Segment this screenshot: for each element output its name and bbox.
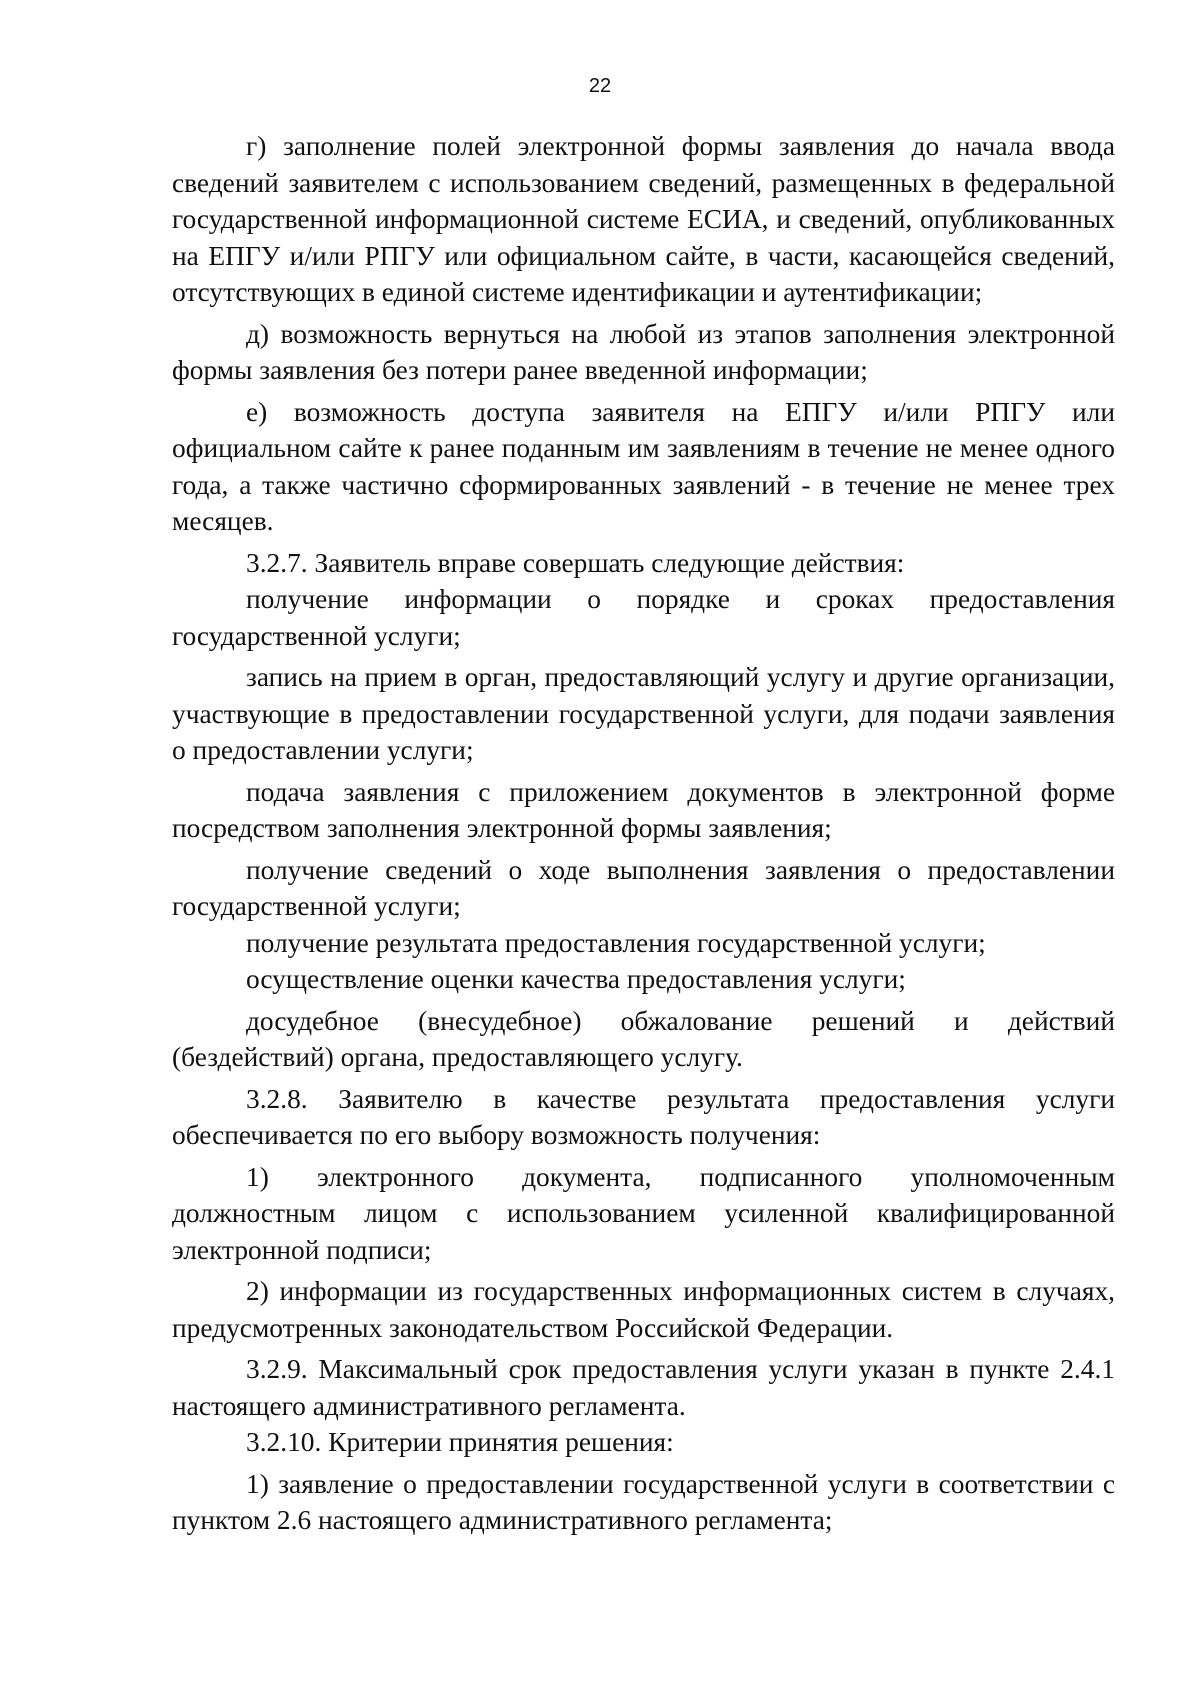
- paragraph-g-form-prefill: г) заполнение полей электронной формы заявления до начала ввода сведений заявителем с использованием сведений, размещенных в федеральной государственной информационной системе ЕСИА, и сведений, опубликованных на ЕПГУ и/или РПГУ или официальном сайте, в части, касающейся сведений, отсутствующих в единой системе идентификации и аутентификации;: [172, 131, 1115, 307]
- paragraph-e-access-applications: е) возможность доступа заявителя на ЕПГУ и/или РПГУ или официальном сайте к ранее поданным им заявлениям в течение не менее одного года, а также частично сформированных заявлений - в течение не менее трех месяцев.: [172, 396, 1115, 536]
- paragraph-quality-rating: осуществление оценки качества предоставления услуги;: [246, 964, 906, 994]
- paragraph-get-info: получение информации о порядке и сроках предоставления государственной услуги;: [172, 584, 1115, 651]
- page-number: 22: [588, 75, 612, 97]
- paragraph-get-result: получение результата предоставления государственной услуги;: [246, 927, 986, 958]
- document-body: [172, 128, 1115, 1539]
- paragraph-3-2-7-heading: 3.2.7. Заявитель вправе совершать следующие действия:: [246, 547, 905, 578]
- paragraph-info-from-systems: 2) информации из государственных информационных систем в случаях, предусмотренных законодательством Российской Федерации.: [172, 1276, 1115, 1343]
- paragraph-3-2-10-criteria: 3.2.10. Критерии принятия решения:: [246, 1427, 674, 1457]
- paragraph-appeal: досудебное (внесудебное) обжалование решений и действий (бездействий) органа, предоставляющего услугу.: [172, 1005, 1115, 1072]
- paragraph-3-2-9-max-term: 3.2.9. Максимальный срок предоставления услуги указан в пункте 2.4.1 настоящего административного регламента.: [172, 1354, 1115, 1421]
- paragraph-d-return-to-step: д) возможность вернуться на любой из этапов заполнения электронной формы заявления без потери ранее введенной информации;: [172, 318, 1115, 385]
- paragraph-electronic-document: 1) электронного документа, подписанного уполномоченным должностным лицом с использованием усиленной квалифицированной электронной подписи;: [172, 1161, 1115, 1265]
- paragraph-3-2-8-result: 3.2.8. Заявителю в качестве результата предоставления услуги обеспечивается по его выбору возможность получения:: [172, 1083, 1115, 1150]
- paragraph-criteria-1: 1) заявление о предоставлении государственной услуги в соответствии с пунктом 2.6 настоящего административного регламента;: [172, 1468, 1115, 1535]
- paragraph-submit-application: подача заявления с приложением документов в электронной форме посредством заполнения электронной формы заявления;: [172, 776, 1115, 843]
- paragraph-appointment: запись на прием в орган, предоставляющий услугу и другие организации, участвующие в предоставлении государственной услуги, для подачи заявления о предоставлении услуги;: [172, 662, 1115, 765]
- paragraph-status-info: получение сведений о ходе выполнения заявления о предоставлении государственной услуги;: [172, 854, 1115, 921]
